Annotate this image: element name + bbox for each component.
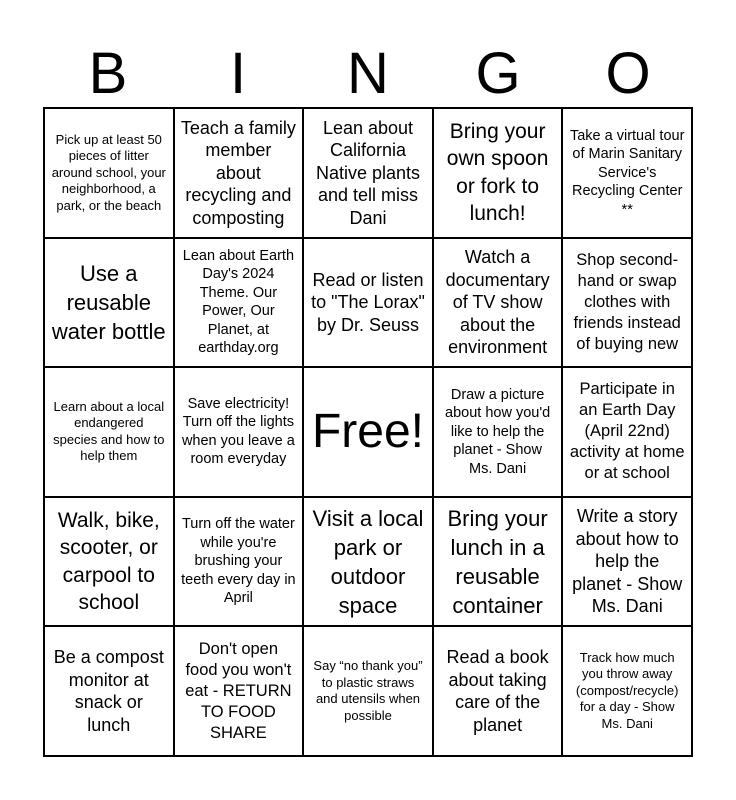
bingo-cell-r3c4 xyxy=(433,367,563,497)
header-letter-n: N xyxy=(347,41,389,106)
cell-text: Shop second-hand or swap clothes with friends instead of buying new xyxy=(573,250,681,353)
bingo-cell-r5c4 xyxy=(433,626,563,756)
header-letter-g: G xyxy=(475,41,521,106)
free-space xyxy=(303,367,433,497)
cell-text: Don't open food you won't eat - RETURN TO FOOD SHARE xyxy=(185,639,292,742)
bingo-cell-r1c3 xyxy=(303,108,433,238)
bingo-cell-r3c1 xyxy=(44,367,174,497)
header-letter-b: B xyxy=(88,41,128,106)
bingo-cell-r4c5 xyxy=(562,497,692,627)
cell-text: Be a compost monitor at snack or lunch xyxy=(53,647,164,735)
cell-text: Teach a family member about recycling and composting xyxy=(180,117,296,228)
cell-text: Track how much you throw away (compost/recycle) for a day - Show Ms. Dani xyxy=(575,649,679,731)
bingo-cell-r4c3 xyxy=(303,497,433,627)
cell-text: Use a reusable water bottle xyxy=(51,260,166,344)
header-letter-i: I xyxy=(229,41,247,106)
cell-text: Save electricity! Turn off the lights when you leave a room everyday xyxy=(181,395,295,468)
cell-text: Pick up at least 50 pieces of litter around school, your neighborhood, a park, or the beach xyxy=(51,131,166,213)
bingo-cell-r5c5 xyxy=(562,626,692,756)
bingo-board xyxy=(43,107,693,757)
cell-text: Bring your lunch in a reusable container xyxy=(447,505,548,618)
bingo-cell-r2c5 xyxy=(562,238,692,368)
cell-text: Read or listen to "The Lorax" by Dr. Seuss xyxy=(311,269,425,335)
cell-text: Learn about a local endangered species and how to help them xyxy=(53,398,165,464)
bingo-cell-r4c4 xyxy=(433,497,563,627)
bingo-cell-r1c4 xyxy=(433,108,563,238)
cell-text: Watch a documentary of TV show about the environment xyxy=(445,247,550,358)
header-letter-o: O xyxy=(605,41,651,106)
bingo-cell-r2c1 xyxy=(44,238,174,368)
cell-text: Turn off the water while you're brushing your teeth every day in April xyxy=(181,516,296,607)
bingo-cell-r4c2 xyxy=(174,497,304,627)
cell-text: Lean about Earth Day's 2024 Theme. Our Power, Our Planet, at earthday.org xyxy=(182,247,295,357)
bingo-cell-r1c2 xyxy=(174,108,304,238)
bingo-cell-r1c5 xyxy=(562,108,692,238)
free-space-text: Free! xyxy=(311,404,424,458)
cell-text: Participate in an Earth Day (April 22nd) activity at home or at school xyxy=(569,380,685,483)
cell-text: Lean about California Native plants and tell miss Dani xyxy=(315,117,421,228)
bingo-header xyxy=(43,40,693,108)
bingo-cell-r5c3 xyxy=(303,626,433,756)
cell-text: Visit a local park or outdoor space xyxy=(312,505,424,618)
bingo-cell-r2c2 xyxy=(174,238,304,368)
cell-text: Take a virtual tour of Marin Sanitary Service's Recycling Center ** xyxy=(569,127,685,218)
bingo-cell-r2c3 xyxy=(303,238,433,368)
bingo-cell-r3c2 xyxy=(174,367,304,497)
cell-text: Say “no thank you” to plastic straws and utensils when possible xyxy=(313,658,423,723)
cell-text: Draw a picture about how you'd like to help the planet - Show Ms. Dani xyxy=(445,386,551,477)
bingo-cell-r5c2 xyxy=(174,626,304,756)
cell-text: Walk, bike, scooter, or carpool to school xyxy=(57,508,160,615)
cell-text: Bring your own spoon or fork to lunch! xyxy=(446,119,549,226)
cell-text: Read a book about taking care of the planet xyxy=(446,647,549,735)
bingo-cell-r2c4 xyxy=(433,238,563,368)
cell-text: Write a story about how to help the planet - Show Ms. Dani xyxy=(572,506,683,617)
bingo-cell-r1c1 xyxy=(44,108,174,238)
bingo-cell-r4c1 xyxy=(44,497,174,627)
bingo-cell-r5c1 xyxy=(44,626,174,756)
bingo-cell-r3c5 xyxy=(562,367,692,497)
